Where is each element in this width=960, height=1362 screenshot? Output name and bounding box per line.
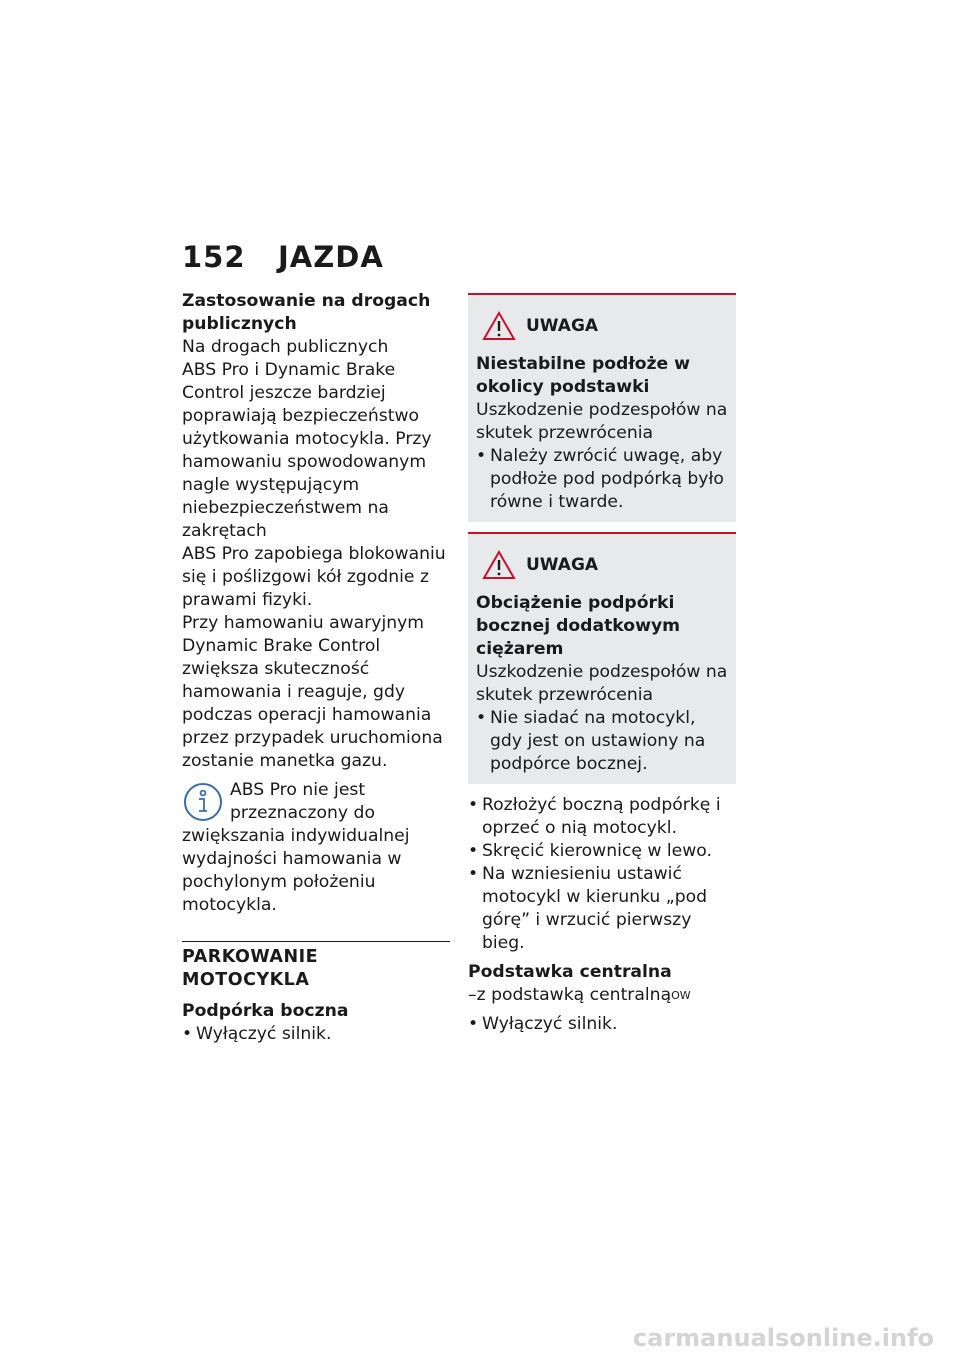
right-column (468, 293, 736, 1036)
page-header (182, 240, 384, 274)
left-column (182, 290, 450, 1046)
warning-triangle-icon (482, 550, 516, 580)
warning-bullet: • Należy zwrócić uwagę, aby podłoże pod podpórką było równe i twarde. (476, 445, 728, 514)
info-icon (182, 781, 224, 823)
watermark: carmanualsonline.info (632, 1324, 934, 1352)
center-stand-text: –z podstawką centralną (468, 985, 672, 1005)
subheading-center-stand: Podstawka centralna (468, 962, 672, 982)
section-title: JAZDA (278, 240, 384, 274)
warning-bullet: • Nie siadać na motocykl, gdy jest on ustawiony na podpórce bocznej. (476, 707, 728, 776)
warning-header (476, 544, 728, 586)
warning-triangle-icon (482, 311, 516, 341)
subheading-side-stand: Podpórka boczna (182, 1001, 349, 1021)
page-number: 152 (182, 240, 246, 274)
option-superscript: OW (671, 989, 691, 1002)
list-item: • Rozłożyć boczną podpórkę i oprzeć o nią motocykl. (468, 794, 736, 840)
paragraph-abs-intro: ABS Pro i Dynamic Brake Control jeszcze bardziej poprawiają bezpieczeństwo użytkowania motocykla. Przy hamowaniu spowodowanym nagle występującym niebezpieczeństwem na zakrętach (182, 360, 432, 541)
warning-box (468, 293, 736, 522)
section-heading-parking: PARKOWANIE MOTOCYKLA (182, 941, 450, 992)
warning-body: Uszkodzenie podzespołów na skutek przewrócenia (476, 400, 728, 443)
list-item: • Wyłączyć silnik. (468, 1013, 736, 1036)
center-stand-condition (468, 984, 736, 1007)
warning-header (476, 305, 728, 347)
warning-box (468, 532, 736, 784)
heading-public-roads: Zastosowanie na drogach publicznych (182, 291, 431, 334)
warning-body: Uszkodzenie podzespołów na skutek przewrócenia (476, 662, 728, 705)
list-item: • Skręcić kierownicę w lewo. (468, 840, 736, 863)
paragraph-dbc: Przy hamowaniu awaryjnym Dynamic Brake Control zwiększa skuteczność hamowania i reaguje, gdy podczas operacji hamowania przez przypadek uruchomiona zostanie manetka gazu. (182, 613, 443, 771)
warning-label: UWAGA (526, 315, 599, 336)
warning-title: Niestabilne podłoże w okolicy podstawki (476, 354, 691, 397)
warning-title: Obciążenie podpórki bocznej dodatkowym ciężarem (476, 593, 681, 659)
subheading-public-roads: Na drogach publicznych (182, 337, 389, 357)
paragraph-abs-lock: ABS Pro zapobiega blokowaniu się i poślizgowi kół zgodnie z prawami fizyki. (182, 544, 446, 610)
info-note (182, 779, 450, 917)
warning-label: UWAGA (526, 554, 599, 575)
list-item: • Na wzniesieniu ustawić motocykl w kierunku „pod górę” i wrzucić pierwszy bieg. (468, 863, 736, 955)
info-note-text: ABS Pro nie jest przeznaczony do zwiększania indywidualnej wydajności hamowania w pochylonym położeniu motocykla. (182, 780, 410, 915)
list-item: • Wyłączyć silnik. (182, 1023, 450, 1046)
